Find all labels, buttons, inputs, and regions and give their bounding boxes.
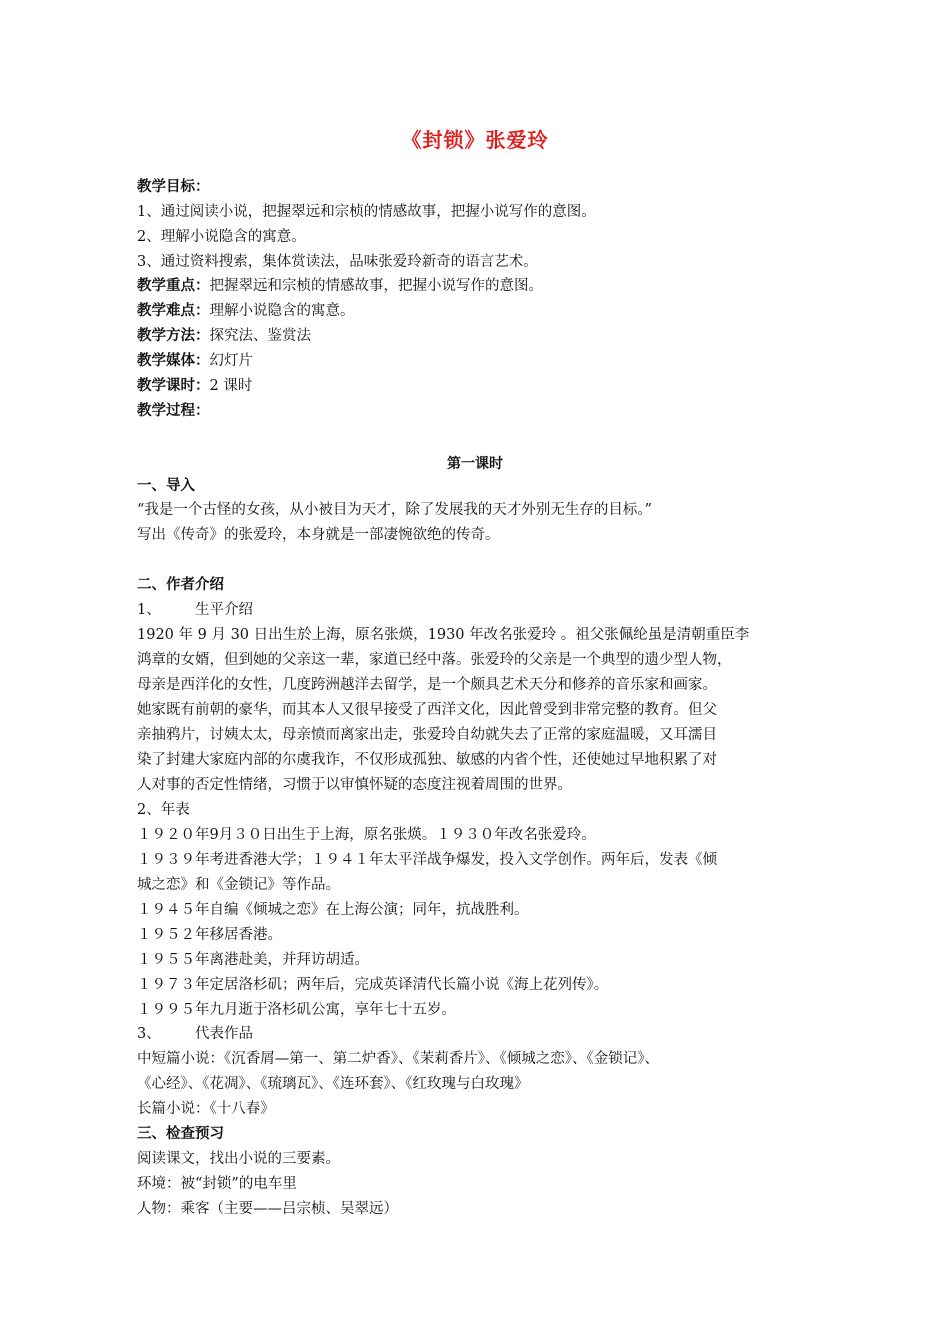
document-title: 《封锁》张爱玲 [401,128,549,152]
goals-label: 教学目标： [137,179,210,195]
works-subheading [137,1024,253,1044]
chronology-line: 城之恋》和《金锁记》等作品。 [137,877,340,893]
difficulty-text: 理解小说隐含的寓意。 [209,303,355,319]
chronology-line: １９７３年定居洛杉矶；两年后，完成英译清代长篇小说《海上花列传》。 [137,977,609,993]
section-heading-preview: 三、检查预习 [137,1126,224,1142]
hours-label: 教学课时： [137,378,210,394]
goal-item: 3、通过资料搜索，集体赏读法，品味张爱玲新奇的语言艺术。 [137,254,538,270]
key-point-text: 把握翠远和宗桢的情感故事，把握小说写作的意图。 [209,278,543,294]
lesson-heading: 第一课时 [447,456,503,472]
hours-line [137,376,252,396]
intro-text: 写出《传奇》的张爱玲，本身就是一部凄惋欲绝的传奇。 [137,527,500,543]
works-line: 中短篇小说：《沉香屑—第一、第二炉香》、《茉莉香片》、《倾城之恋》、《金锁记》、 [137,1051,659,1067]
preview-line: 人物：乘客（主要——吕宗桢、吴翠远） [137,1201,398,1217]
works-label: 代表作品 [195,1026,253,1042]
preview-line: 环境：被“封锁”的电车里 [137,1176,297,1192]
bio-subheading [137,600,253,620]
goal-item: 1、通过阅读小说，把握翠远和宗桢的情感故事，把握小说写作的意图。 [137,204,596,220]
chronology-line: １９４５年自编《倾城之恋》在上海公演；同年，抗战胜利。 [137,902,529,918]
method-line [137,326,311,346]
process-label: 教学过程： [137,403,210,419]
bio-number: 1、 [137,602,161,618]
method-text: 探究法、鉴赏法 [209,328,311,344]
bio-line: 母亲是西洋化的女性，几度跨洲越洋去留学，是一个颇具艺术天分和修养的音乐家和画家。 [137,677,717,693]
key-point-label: 教学重点： [137,278,210,294]
difficulty-line [137,301,355,321]
bio-label: 生平介绍 [195,602,253,618]
chronology-line: １９５２年移居香港。 [137,927,282,943]
media-line [137,351,253,371]
method-label: 教学方法： [137,328,210,344]
difficulty-label: 教学难点： [137,303,210,319]
bio-line: 她家既有前朝的豪华，而其本人又很早接受了西洋文化，因此曾受到非常完整的教育。但父 [137,702,717,718]
section-heading-author: 二、作者介绍 [137,577,224,593]
hours-text: 2 课时 [209,378,253,394]
bio-line: 亲抽鸦片，讨姨太太，母亲愤而离家出走，张爱玲自幼就失去了正常的家庭温暖，又耳濡目 [137,727,717,743]
bio-line: 1920 年 9 月 30 日出生於上海，原名张煐，1930 年改名张爱玲 。祖父张佩纶虽是清朝重臣李 [137,627,750,643]
media-text: 幻灯片 [209,353,253,369]
chronology-line: １９２０年9月３０日出生于上海，原名张煐。１９３０年改名张爱玲。 [137,827,596,843]
media-label: 教学媒体： [137,353,210,369]
works-line: 长篇小说：《十八春》 [137,1101,275,1117]
intro-quote: “我是一个古怪的女孩，从小被目为天才，除了发展我的天才外别无生存的目标。” [137,502,653,518]
bio-line: 染了封建大家庭内部的尔虞我诈，不仅形成孤独、敏感的内省个性，还使她过早地积累了对 [137,752,717,768]
chronology-line: １９５５年离港赴美，并拜访胡适。 [137,952,369,968]
preview-line: 阅读课文，找出小说的三要素。 [137,1151,340,1167]
chronology-line: １９９５年九月逝于洛杉矶公寓，享年七十五岁。 [137,1002,456,1018]
section-heading-intro: 一、导入 [137,478,195,494]
works-number: 3、 [137,1026,161,1042]
chronology-line: １９３９年考进香港大学；１９４１年太平洋战争爆发，投入文学创作。两年后，发表《倾 [137,852,717,868]
bio-line: 鸿章的女婿，但到她的父亲这一辈，家道已经中落。张爱玲的父亲是一个典型的遗少型人物， [137,652,732,668]
goal-item: 2、理解小说隐含的寓意。 [137,229,306,245]
bio-line: 人对事的否定性情绪，习惯于以审慎怀疑的态度注视着周围的世界。 [137,777,572,793]
key-point-line [137,276,543,296]
works-line: 《心经》、《花凋》、《琉璃瓦》、《连环套》、《红玫瑰与白玫瑰》 [137,1076,529,1092]
chronology-label: 2、年表 [137,802,190,818]
